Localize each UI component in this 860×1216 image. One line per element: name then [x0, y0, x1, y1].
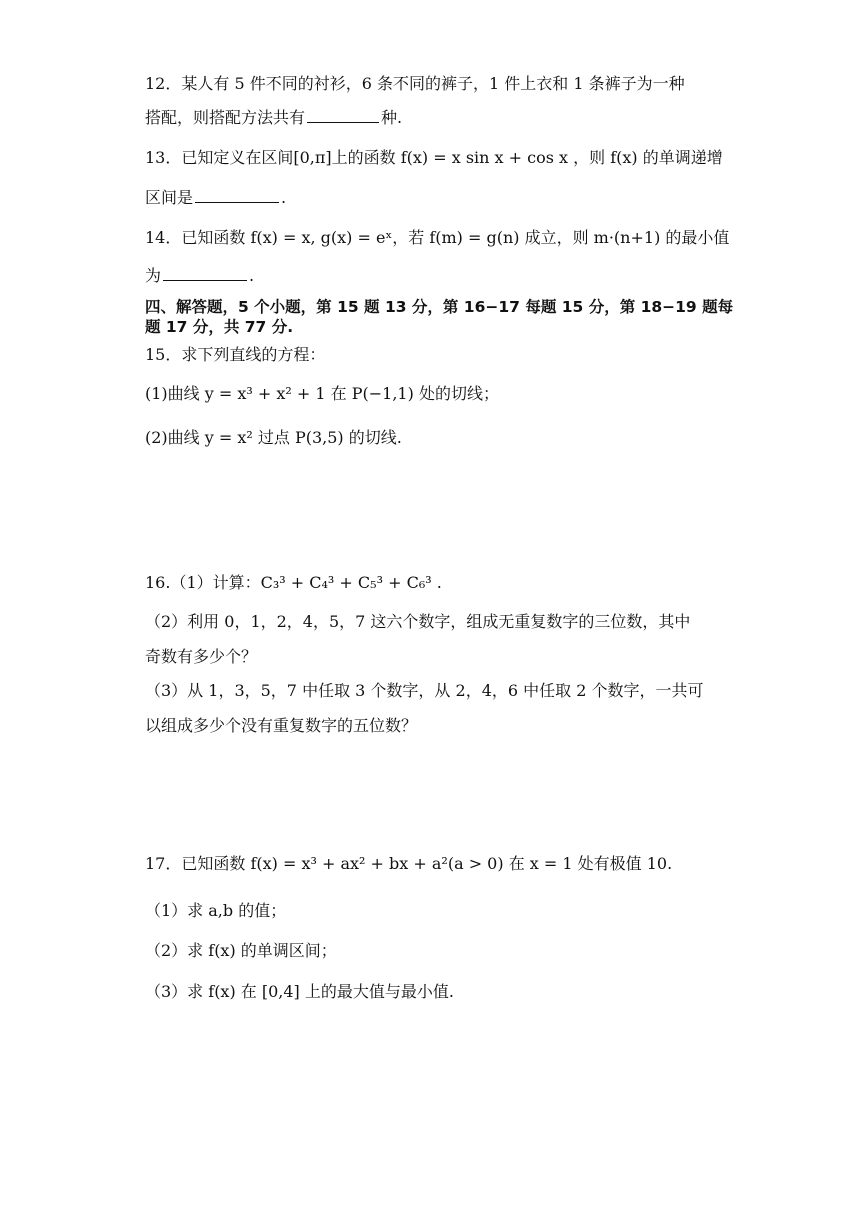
q12-line2	[145, 106, 402, 130]
q17-part2: （2）求 f(x) 的单调区间；	[145, 941, 337, 960]
q17-stem: 17．已知函数 f(x) = x³ + ax² + bx + a²(a > 0) 在 x = 1 处有极值 10.	[145, 854, 673, 873]
q16-part2-line1: （2）利用 0，1，2，4，5，7 这六个数字，组成无重复数字的三位数，其中	[145, 612, 691, 631]
q13-line2-prefix: 区间是	[145, 188, 194, 207]
section-heading-line2: 题 17 分，共 77 分.	[145, 318, 294, 336]
q15-part1: (1)曲线 y = x³ + x² + 1 在 P(−1,1) 处的切线；	[145, 384, 499, 403]
q14-line2-prefix: 为	[145, 266, 162, 285]
q13-line1: 13．已知定义在区间[0,π]上的函数 f(x) = x sin x + cos x ，则 f(x) 的单调递增	[145, 148, 723, 167]
q14-line1: 14．已知函数 f(x) = x, g(x) = eˣ，若 f(m) = g(n) 成立，则 m·(n+1) 的最小值	[145, 228, 730, 247]
q17-part1: （1）求 a,b 的值；	[145, 901, 287, 920]
q16-part3-line1: （3）从 1，3，5，7 中任取 3 个数字，从 2，4，6 中任取 2 个数字，一共可	[145, 681, 704, 700]
q15-stem: 15．求下列直线的方程：	[145, 345, 326, 364]
section-heading-line1: 四、解答题，5 个小题，第 15 题 13 分，第 16−17 每题 15 分，第 18−19 题每	[145, 298, 734, 316]
q12-line2-suffix: 种.	[381, 108, 403, 127]
q13-line2-suffix: .	[281, 188, 287, 207]
q17-part3: （3）求 f(x) 在 [0,4] 上的最大值与最小值.	[145, 982, 454, 1001]
q15-part2: (2)曲线 y = x² 过点 P(3,5) 的切线.	[145, 428, 402, 447]
q14-line2-suffix: .	[249, 266, 255, 285]
q12-line2-prefix: 搭配，则搭配方法共有	[145, 108, 306, 127]
answer-blank	[195, 186, 279, 203]
q12-line1: 12．某人有 5 件不同的衬衫，6 条不同的裤子，1 件上衣和 1 条裤子为一种	[145, 74, 685, 93]
answer-blank	[307, 106, 379, 123]
q16-part1: 16.（1）计算：C₃³ + C₄³ + C₅³ + C₆³ .	[145, 573, 442, 592]
q13-line2	[145, 186, 286, 210]
q16-part2-line2: 奇数有多少个？	[145, 647, 258, 666]
q16-part3-line2: 以组成多少个没有重复数字的五位数？	[145, 716, 418, 735]
answer-blank	[163, 264, 247, 281]
q14-line2	[145, 264, 254, 288]
